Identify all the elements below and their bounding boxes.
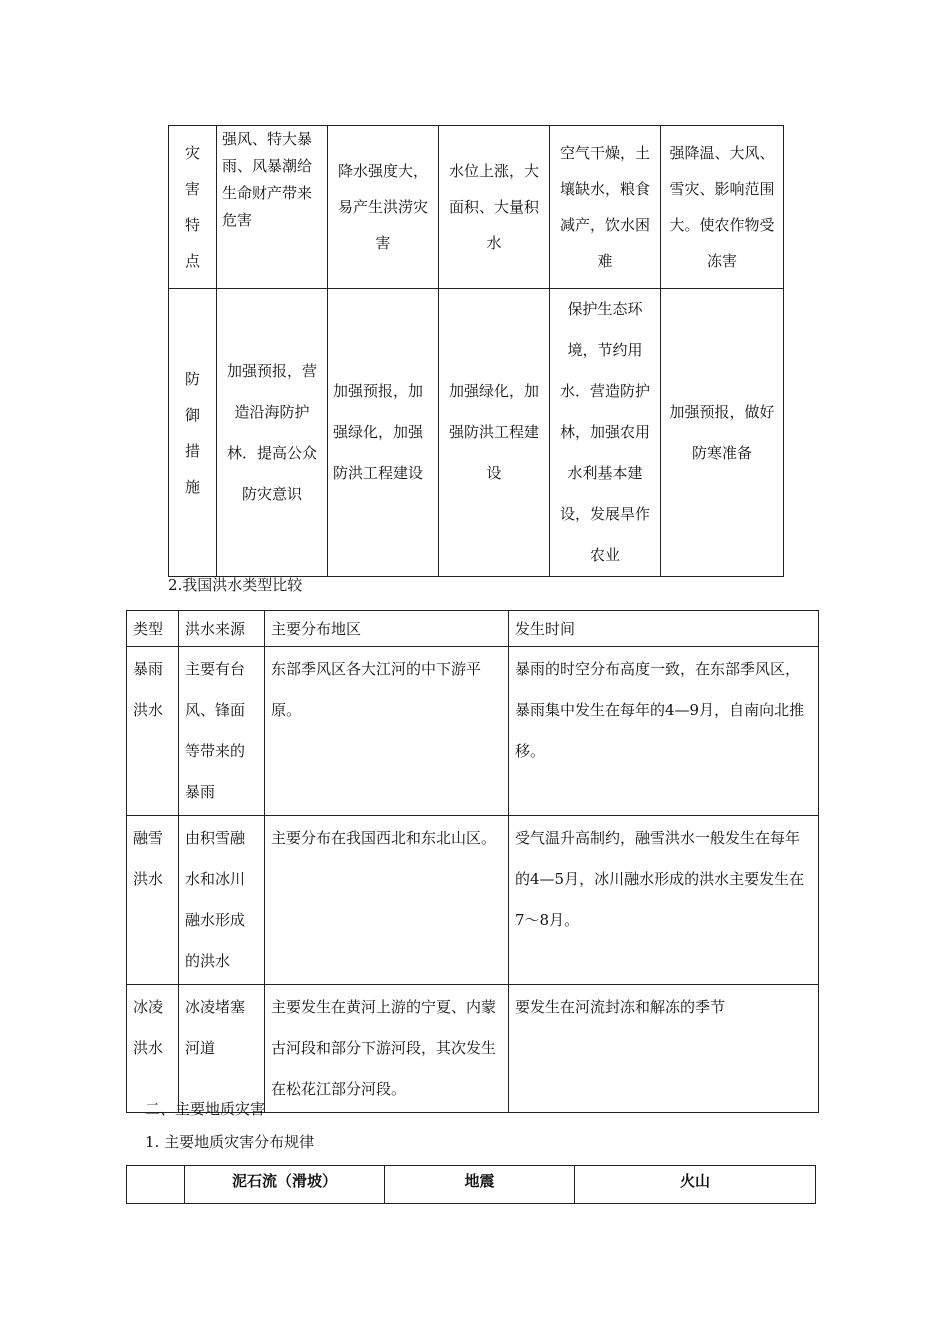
flood-region: 东部季风区各大江河的中下游平原。: [265, 647, 509, 816]
table-cell: 降水强度大，易产生洪涝灾害: [328, 126, 439, 289]
section-title-flood: 2.我国洪水类型比较: [168, 576, 303, 594]
row-header-defense: 防 御 措 施: [169, 289, 217, 577]
flood-time: 暴雨的时空分布高度一致，在东部季风区，暴雨集中发生在每年的4—9月，自南向北推移。: [509, 647, 819, 816]
row-header-features: 灾 害 特 点: [169, 126, 217, 289]
table-cell: 水位上涨，大面积、大量积水: [439, 126, 550, 289]
flood-source: 主要有台风、锋面等带来的暴雨: [179, 647, 265, 816]
table-cell: 加强预报，做好防寒准备: [661, 289, 784, 577]
table-cell: 加强绿化，加强防洪工程建设: [439, 289, 550, 577]
flood-time: 受气温升高制约，融雪洪水一般发生在每年的4—5月，冰川融水形成的洪水主要发生在7～8月。: [509, 816, 819, 985]
flood-region: 主要发生在黄河上游的宁夏、内蒙古河段和部分下游河段，其次发生在松花江部分河段。: [265, 985, 509, 1113]
header-volcano: 火山: [575, 1166, 816, 1204]
flood-type: 暴雨洪水: [127, 647, 179, 816]
flood-region: 主要分布在我国西北和东北山区。: [265, 816, 509, 985]
geology-table: [126, 1165, 816, 1204]
header-blank: [127, 1166, 185, 1204]
table-row: [127, 985, 819, 1113]
table-cell: 强风、特大暴雨、风暴潮给生命财产带来危害: [217, 126, 328, 289]
flood-type: 融雪洪水: [127, 816, 179, 985]
table-row: [127, 647, 819, 816]
flood-source: 由积雪融水和冰川融水形成的洪水: [179, 816, 265, 985]
flood-source: 冰凌堵塞河道: [179, 985, 265, 1113]
table-cell: 强降温、大风、雪灾、影响范围大。使农作物受冻害: [661, 126, 784, 289]
table-cell: 保护生态环境，节约用水．营造防护林，加强农用水利基本建设，发展旱作农业: [550, 289, 661, 577]
table-cell: 空气干燥，土壤缺水，粮食减产，饮水困难: [550, 126, 661, 289]
table-cell: 加强预报，营造沿海防护林．提高公众防灾意识: [217, 289, 328, 577]
header-source: 洪水来源: [179, 611, 265, 647]
table-row: [127, 816, 819, 985]
section-title-geology: 二、主要地质灾害: [145, 1100, 266, 1118]
header-type: 类型: [127, 611, 179, 647]
header-time: 发生时间: [509, 611, 819, 647]
header-debris-flow: 泥石流（滑坡）: [185, 1166, 385, 1204]
flood-type: 冰凌洪水: [127, 985, 179, 1113]
table-header-row: [127, 611, 819, 647]
disaster-table: [168, 125, 784, 577]
table-header-row: [127, 1166, 816, 1204]
table-cell: 加强预报，加强绿化，加强防洪工程建设: [328, 289, 439, 577]
flood-time: 要发生在河流封冻和解冻的季节: [509, 985, 819, 1113]
table-row: [169, 126, 784, 289]
flood-table: [126, 610, 819, 1113]
header-earthquake: 地震: [385, 1166, 575, 1204]
header-region: 主要分布地区: [265, 611, 509, 647]
section-subtitle-geology: 1. 主要地质灾害分布规律: [145, 1133, 315, 1151]
table-row: [169, 289, 784, 577]
